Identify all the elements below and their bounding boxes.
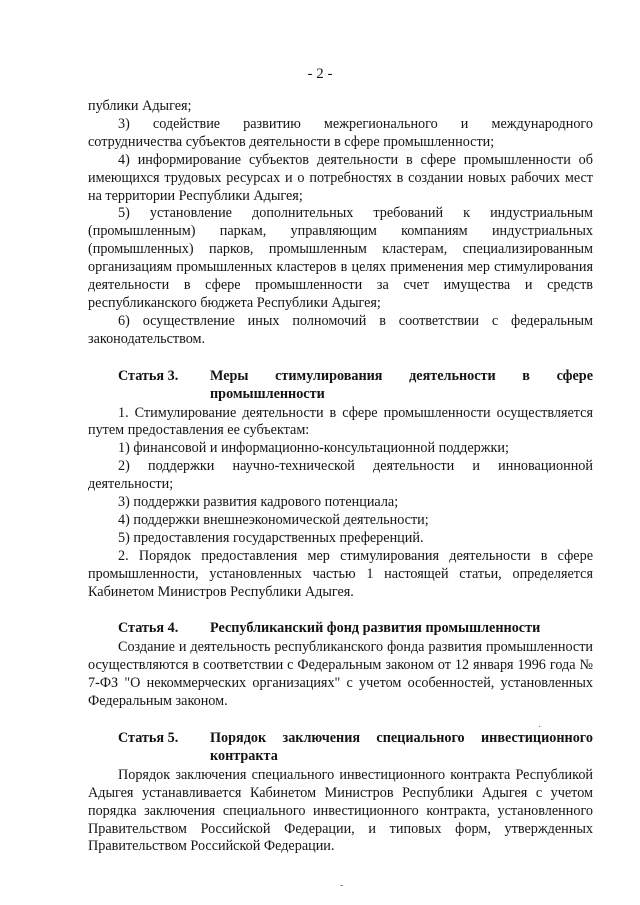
- article-number: Статья 3.: [118, 367, 179, 384]
- paragraph: 3) содействие развитию межрегионального и международного сотрудничества субъектов деятельности в сфере промышленности;: [88, 115, 593, 150]
- scan-mark: -: [340, 880, 344, 891]
- article-heading: [88, 368, 593, 404]
- paragraph: 1. Стимулирование деятельности в сфере промышленности осуществляется путем предоставления ее субъектам:: [88, 404, 593, 439]
- page-number: - 2 -: [307, 66, 333, 82]
- article-number: Статья 5.: [118, 730, 179, 746]
- article-title: Меры стимулирования деятельности в сфере промышленности: [210, 367, 593, 402]
- document-body: [88, 98, 593, 856]
- paragraph: 2) поддержки научно-технической деятельности и инновационной деятельности;: [88, 458, 593, 493]
- scan-mark: ·: [538, 722, 542, 733]
- paragraph: 3) поддержки развития кадрового потенциала;: [118, 494, 399, 511]
- article-title: Республиканский фонд развития промышленности: [210, 620, 541, 637]
- article-title: Порядок заключения специального инвестиционного контракта: [210, 730, 593, 764]
- article-heading: [88, 730, 593, 766]
- paragraph: 1) финансовой и информационно-консультационной поддержки;: [118, 440, 509, 457]
- paragraph: 2. Порядок предоставления мер стимулирования деятельности в сфере промышленности, установленных частью 1 настоящей статьи, определяется Кабинетом Министров Республики Адыгея.: [88, 547, 593, 600]
- paragraph: Создание и деятельность республиканского фонда развития промышленности осуществляются в соответствии с Федеральным законом от 12 января 1996 года № 7-ФЗ "О некоммерческих организациях" с учетом особенностей, установленных Федеральным законом.: [88, 639, 593, 710]
- paragraph: 4) поддержки внешнеэкономической деятельности;: [118, 511, 429, 528]
- paragraph: 4) информирование субъектов деятельности в сфере промышленности об имеющихся трудовых ресурсах и о потребностях в создании новых рабочих мест на территории Республики Адыгея;: [88, 151, 593, 204]
- paragraph: Порядок заключения специального инвестиционного контракта Республикой Адыгея устанавливается Кабинетом Министров Республики Адыгея с учетом порядка заключения специального инвестиционного контракта, установленного Правительством Российской Федерации, и типовых форм, утвержденных Правительством Российской Федерации.: [88, 766, 593, 855]
- paragraph: 5) предоставления государственных преференций.: [118, 529, 424, 546]
- paragraph: 6) осуществление иных полномочий в соответствии с федеральным законодательством.: [88, 312, 593, 347]
- paragraph: публики Адыгея;: [88, 98, 192, 114]
- paragraph: 5) установление дополнительных требований к индустриальным (промышленным) паркам, управляющим компаниям индустриальных (промышленных) парков, промышленным кластерам, специализированным организациям промышленных кластеров в целях применения мер стимулирования деятельности в сфере промышленности за счет имущества и средств республиканского бюджета Республики Адыгея;: [88, 205, 593, 311]
- article-heading: [88, 620, 593, 638]
- article-number: Статья 4.: [118, 620, 179, 637]
